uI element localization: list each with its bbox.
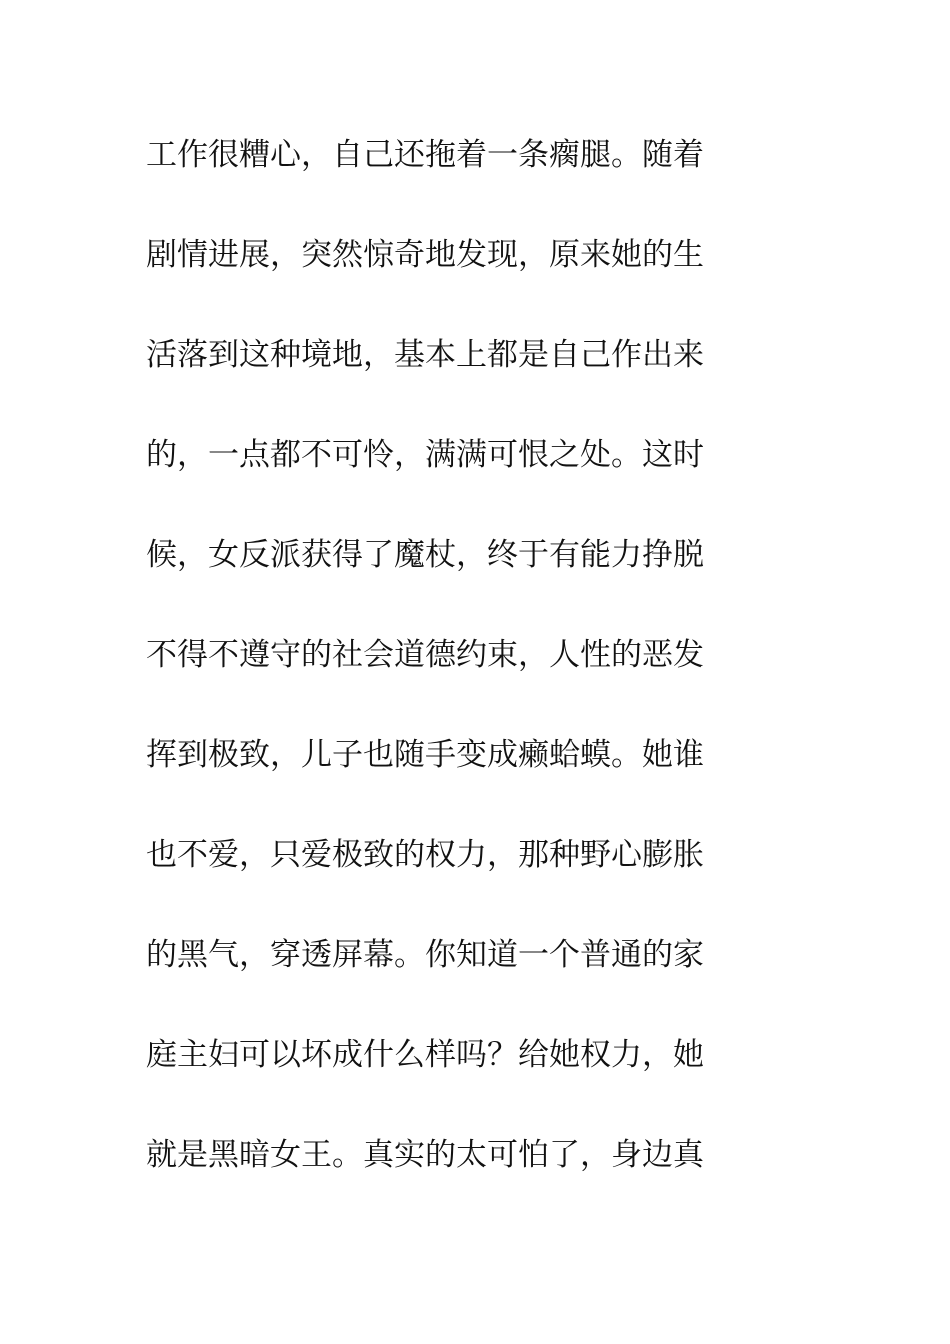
text-line: 庭主妇可以坏成什么样吗？给她权力，她: [146, 1037, 704, 1073]
text-line: 候，女反派获得了魔杖，终于有能力挣脱: [146, 537, 704, 573]
body-text: [146, 126, 786, 1226]
text-line: 剧情进展，突然惊奇地发现，原来她的生: [146, 237, 704, 273]
text-line: 的，一点都不可怜，满满可恨之处。这时: [146, 437, 704, 473]
text-line: 活落到这种境地，基本上都是自己作出来: [146, 337, 704, 373]
text-line: 就是黑暗女王。真实的太可怕了，身边真: [146, 1137, 704, 1173]
text-line: 挥到极致，儿子也随手变成癞蛤蟆。她谁: [146, 737, 704, 773]
text-line: 也不爱，只爱极致的权力，那种野心膨胀: [146, 837, 704, 873]
text-line: 工作很糟心，自己还拖着一条瘸腿。随着: [146, 137, 704, 173]
text-line: 不得不遵守的社会道德约束，人性的恶发: [146, 637, 704, 673]
text-line: 的黑气，穿透屏幕。你知道一个普通的家: [146, 937, 704, 973]
